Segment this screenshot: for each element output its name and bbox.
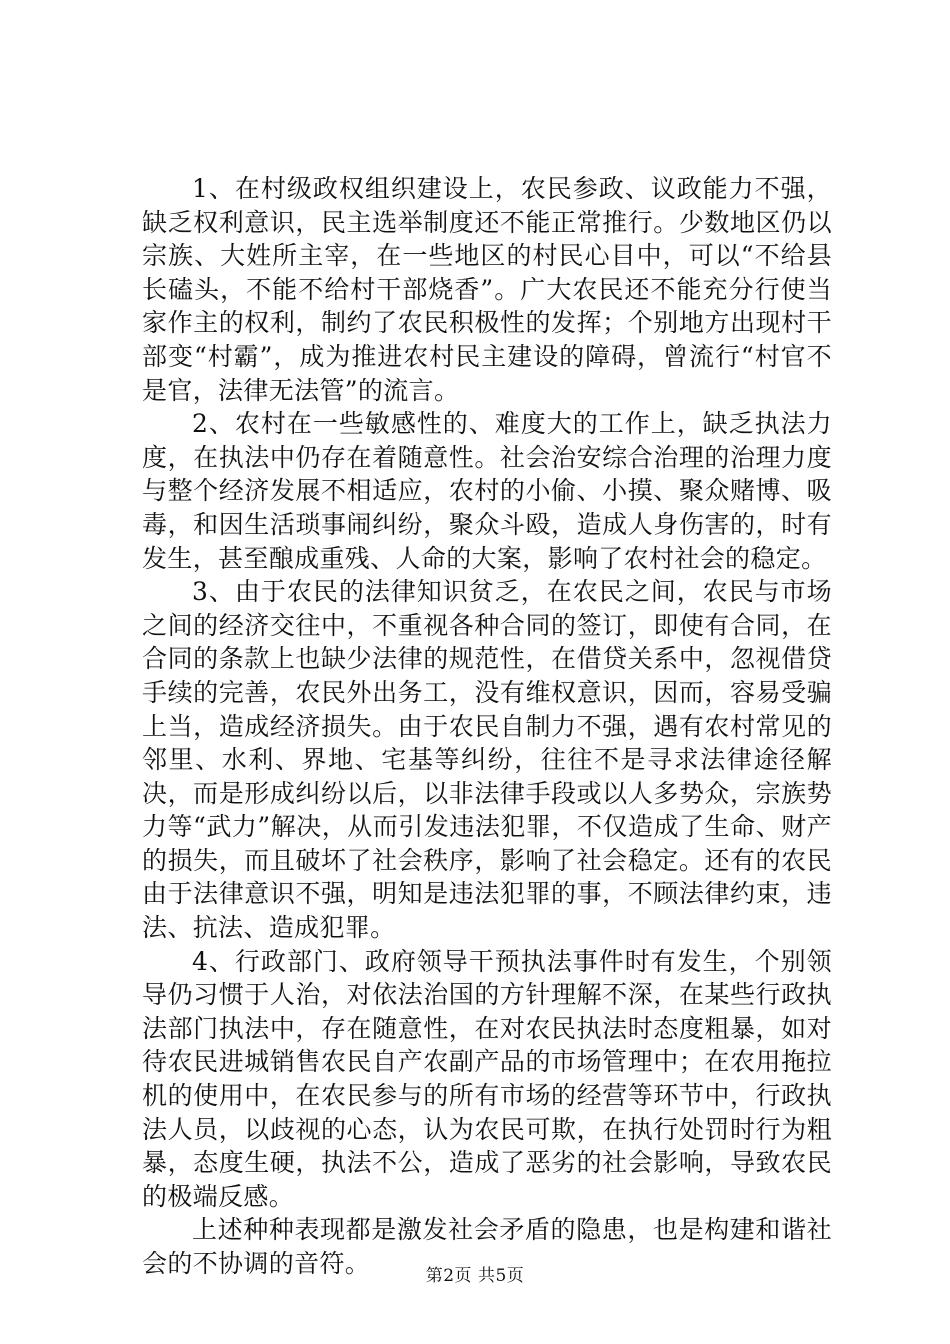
document-body — [142, 172, 832, 1281]
paragraph-2: 2、农村在一些敏感性的、难度大的工作上，缺乏执法力度，在执法中仍存在着随意性。社会治安综合治理的治理力度与整个经济发展不相适应，农村的小偷、小摸、聚众赌博、吸毒，和因生活琐事闹纠纷，聚众斗殴，造成人身伤害的，时有发生，甚至酿成重残、人命的大案，影响了农村社会的稳定。 — [142, 409, 832, 573]
paragraph-1: 1、在村级政权组织建设上，农民参政、议政能力不强，缺乏权利意识，民主选举制度还不能正常推行。少数地区仍以宗族、大姓所主宰，在一些地区的村民心目中，可以“不给县长磕头，不能不给村干部烧香”。广大农民还不能充分行使当家作主的权利，制约了农民积极性的发挥；个别地方出现村干部变“村霸”，成为推进农村民主建设的障碍，曾流行“村官不是官，法律无法管”的流言。 — [142, 174, 832, 405]
page-number-footer: 第2页 共5页 — [425, 1266, 525, 1286]
paragraph-4: 4、行政部门、政府领导干预执法事件时有发生，个别领导仍习惯于人治，对依法治国的方针理解不深，在某些行政执法部门执法中，存在随意性，在对农民执法时态度粗暴，如对待农民进城销售农民自产农副产品的市场管理中；在农用拖拉机的使用中，在农民参与的所有市场的经营等环节中，行政执法人员，以歧视的心态，认为农民可欺，在执行处罚时行为粗暴，态度生硬，执法不公，造成了恶劣的社会影响，导致农民的极端反感。 — [142, 946, 832, 1211]
paragraph-3: 3、由于农民的法律知识贫乏，在农民之间，农民与市场之间的经济交往中，不重视各种合同的签订，即使有合同，在合同的条款上也缺少法律的规范性，在借贷关系中，忽视借贷手续的完善，农民外出务工，没有维权意识，因而，容易受骗上当，造成经济损失。由于农民自制力不强，遇有农村常见的邻里、水利、界地、宅基等纠纷，往往不是寻求法律途径解决，而是形成纠纷以后，以非法律手段或以人多势众，宗族势力等“武力”解决，从而引发违法犯罪，不仅造成了生命、财产的损失，而且破坏了社会秩序，影响了社会稳定。还有的农民由于法律意识不强，明知是违法犯罪的事，不顾法律约束，违法、抗法、造成犯罪。 — [142, 577, 832, 943]
paragraph-5: 上述种种表现都是激发社会矛盾的隐患，也是构建和谐社会的不协调的音符。 — [142, 1215, 832, 1278]
